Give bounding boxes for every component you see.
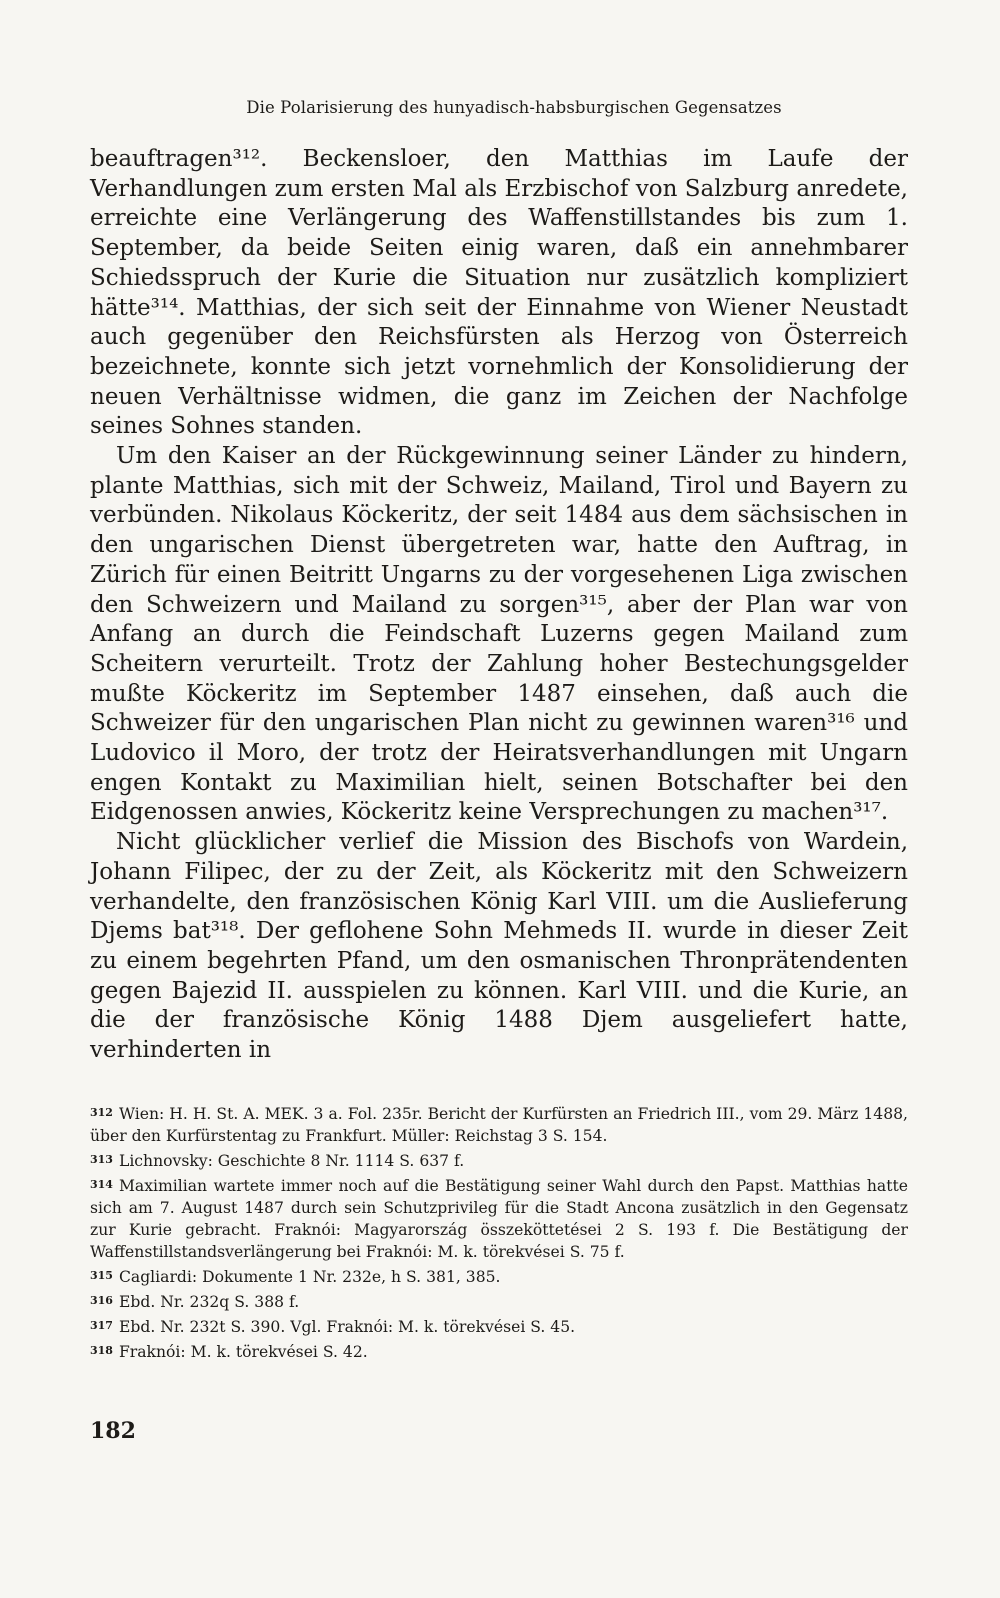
footnote-312 [90,1102,908,1147]
footnote-315 [90,1265,908,1288]
footnotes [90,1102,908,1363]
book-page [90,98,908,1365]
footnote-313 [90,1149,908,1172]
footnote-number: 312 [90,1105,113,1119]
footnote-text: Cagliardi: Dokumente 1 Nr. 232e, h S. 381, 385. [118,1267,501,1286]
footnote-314 [90,1174,908,1263]
footnote-text: Lichnovsky: Geschichte 8 Nr. 1114 S. 637 f. [118,1151,465,1170]
footnote-number: 315 [90,1268,113,1282]
footnote-317 [90,1315,908,1338]
page-number: 182 [90,1418,136,1444]
paragraph-3: Nicht glücklicher verlief die Mission des Bischofs von Wardein, Johann Filipec, der zu der Zeit, als Köckeritz mit den Schweizern verhandelte, den französischen König Karl VIII. um die Auslieferung Djems bat³¹⁸. Der geflohene Sohn Mehmeds II. wurde in dieser Zeit zu einem begehrten Pfand, um den osmanischen Thronprätendenten gegen Bajezid II. ausspielen zu können. Karl VIII. und die Kurie, an die der französische König 1488 Djem ausgeliefert hatte, verhinderten in [90,829,908,1064]
footnote-number: 316 [90,1293,113,1307]
footnote-text: Fraknói: M. k. törekvései S. 42. [118,1342,368,1361]
paragraph-2: Um den Kaiser an der Rückgewinnung seiner Länder zu hindern, plante Matthias, sich mit der Schweiz, Mailand, Tirol und Bayern zu verbünden. Nikolaus Köckeritz, der seit 1484 aus dem sächsischen in den ungarischen Dienst übergetreten war, hatte den Auftrag, in Zürich für einen Beitritt Ungarns zu der vorgesehenen Liga zwischen den Schweizern und Mailand zu sorgen³¹⁵, aber der Plan war von Anfang an durch die Feindschaft Luzerns gegen Mailand zum Scheitern verurteilt. Trotz der Zahlung hoher Bestechungsgelder mußte Köckeritz im September 1487 einsehen, daß auch die Schweizer für den ungarischen Plan nicht zu gewinnen waren³¹⁶ und Ludovico il Moro, der trotz der Heiratsverhandlungen mit Ungarn engen Kontakt zu Maximilian hielt, seinen Botschafter bei den Eidgenossen anwies, Köckeritz keine Versprechungen zu machen³¹⁷. [90,443,908,826]
running-head: Die Polarisierung des hunyadisch-habsburgischen Gegensatzes [246,98,782,117]
footnote-text: Maximilian wartete immer noch auf die Bestätigung seiner Wahl durch den Papst. Matthias hatte sich am 7. August 1487 durch sein Schutzprivileg für die Stadt Ancona zusätzlich in den Gegensatz zur Kurie gebracht. Fraknói: Magyarország összeköttetései 2 S. 193 f. Die Bestätigung der Waffenstillstandsverlängerung bei Fraknói: M. k. törekvései S. 75 f. [90,1176,908,1261]
footnote-316 [90,1290,908,1313]
body-text [90,145,908,1066]
footnote-number: 318 [90,1343,113,1357]
footnote-text: Wien: H. H. St. A. MEK. 3 a. Fol. 235r. Bericht der Kurfürsten an Friedrich III., vom 29. März 1488, über den Kurfürstentag zu Frankfurt. Müller: Reichstag 3 S. 154. [90,1104,908,1145]
footnote-number: 313 [90,1152,113,1166]
footnote-text: Ebd. Nr. 232t S. 390. Vgl. Fraknói: M. k. törekvései S. 45. [118,1317,576,1336]
paragraph-1: beauftragen³¹². Beckensloer, den Matthias im Laufe der Verhandlungen zum ersten Mal als Erzbischof von Salzburg anredete, erreichte eine Verlängerung des Waffenstillstandes bis zum 1. September, da beide Seiten einig waren, daß ein annehmbarer Schiedsspruch der Kurie die Situation nur zusätzlich kompliziert hätte³¹⁴. Matthias, der sich seit der Einnahme von Wiener Neustadt auch gegenüber den Reichsfürsten als Herzog von Österreich bezeichnete, konnte sich jetzt vornehmlich der Konsolidierung der neuen Verhältnisse widmen, die ganz im Zeichen der Nachfolge seines Sohnes standen. [90,146,908,440]
footnote-number: 317 [90,1318,113,1332]
footnote-text: Ebd. Nr. 232q S. 388 f. [118,1292,300,1311]
footnote-318 [90,1340,908,1363]
footnote-number: 314 [90,1177,113,1191]
